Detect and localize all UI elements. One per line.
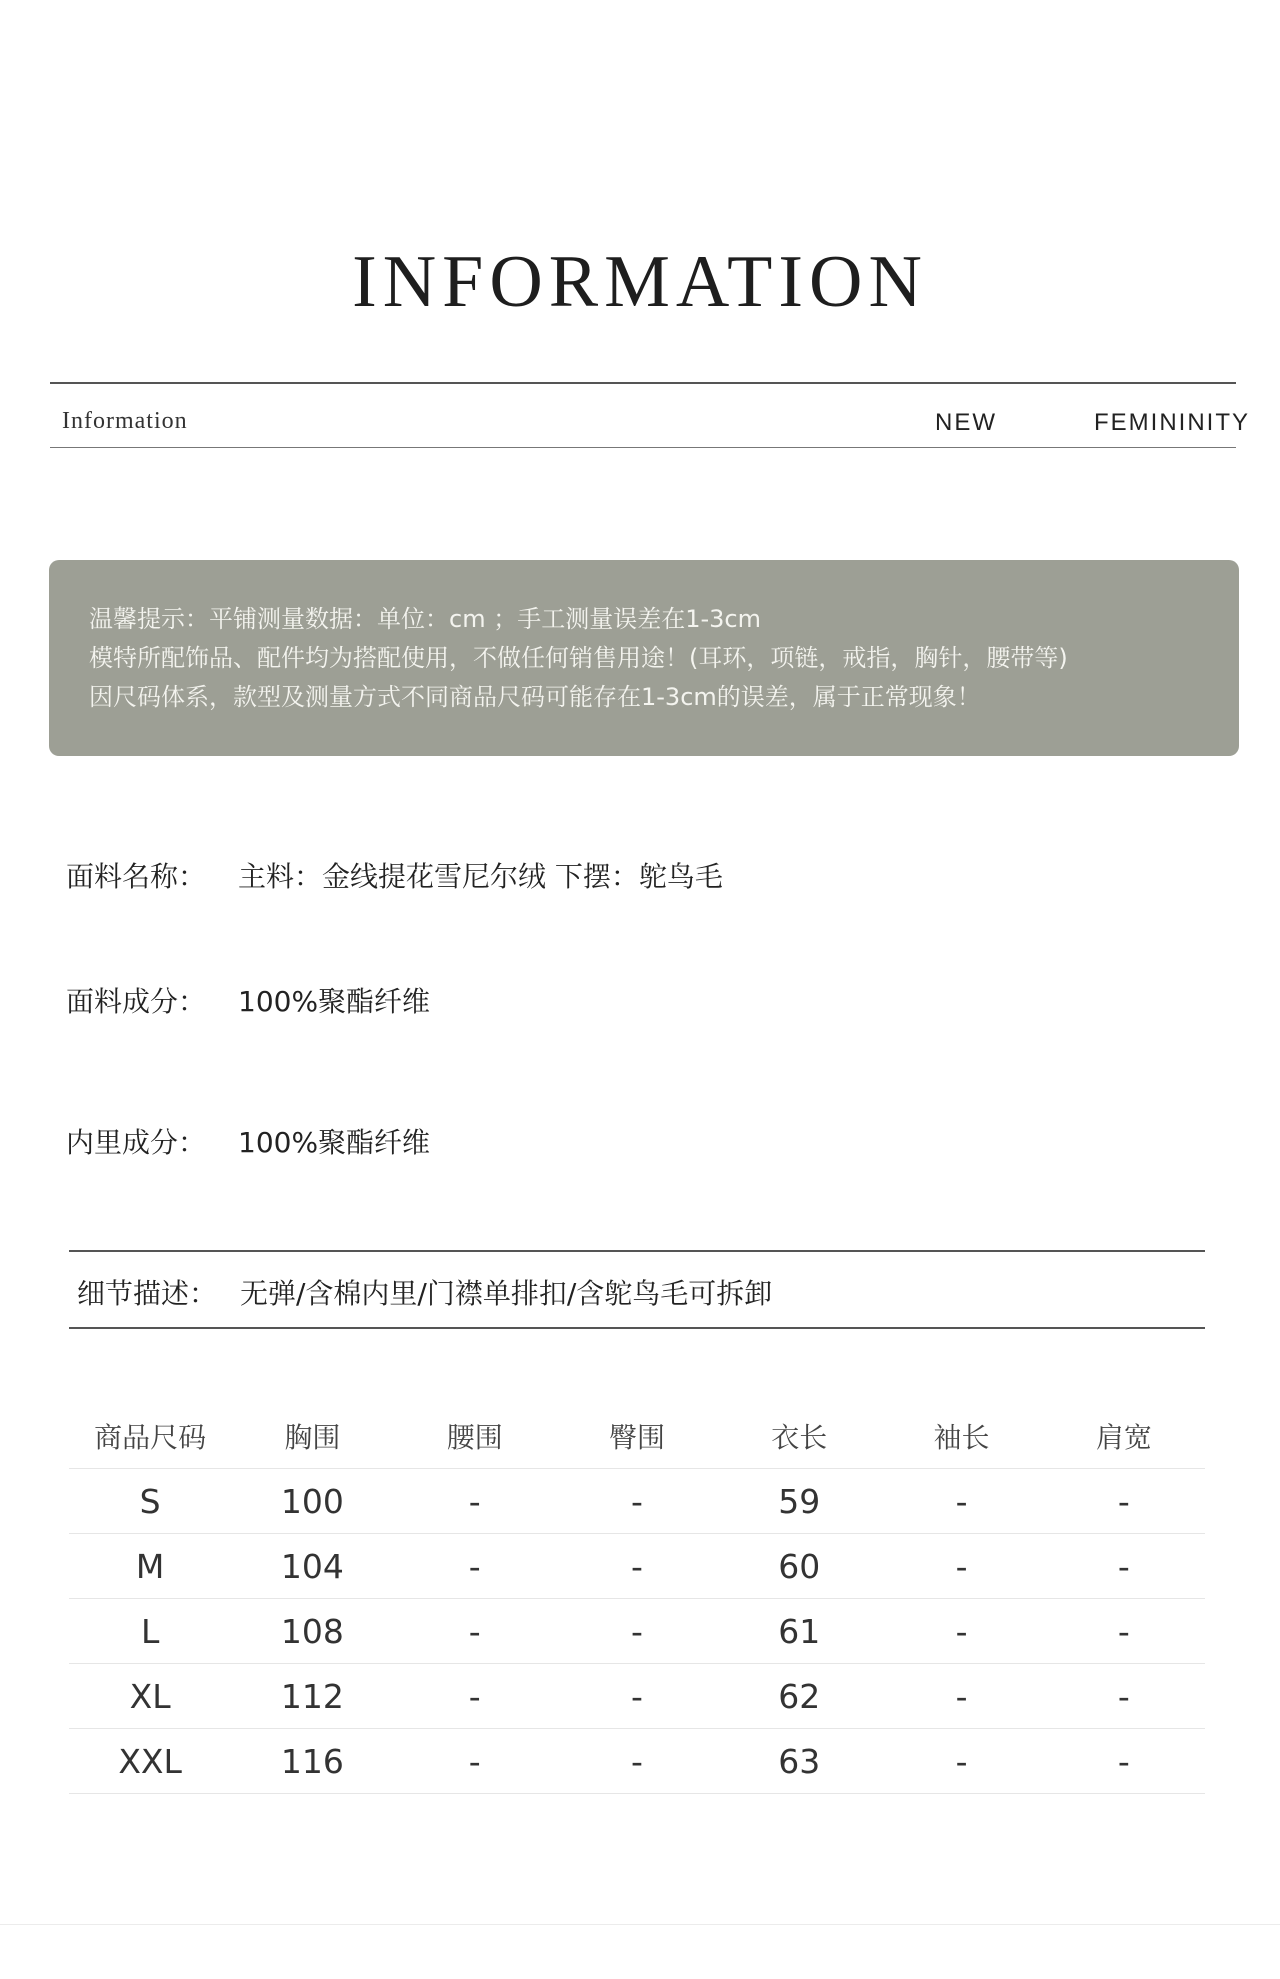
cell-hip: - xyxy=(556,1729,718,1794)
cell-length: 63 xyxy=(718,1729,880,1794)
size-table-header-row xyxy=(69,1404,1205,1469)
cell-waist: - xyxy=(394,1534,556,1599)
cell-sleeve: - xyxy=(880,1469,1042,1534)
cell-waist: - xyxy=(394,1599,556,1664)
banner-information-label: Information xyxy=(62,408,188,434)
header-shoulder: 肩宽 xyxy=(1043,1404,1205,1469)
fabric-name-row xyxy=(66,855,723,895)
cell-size: L xyxy=(69,1599,231,1664)
cell-shoulder: - xyxy=(1043,1664,1205,1729)
cell-size: S xyxy=(69,1469,231,1534)
cell-hip: - xyxy=(556,1599,718,1664)
banner-femininity-label: FEMININITY xyxy=(1094,409,1250,436)
cell-hip: - xyxy=(556,1664,718,1729)
detail-description-value: 无弹/含棉内里/门襟单排扣/含鸵鸟毛可拆卸 xyxy=(240,1277,773,1310)
header-hip: 臀围 xyxy=(556,1404,718,1469)
header-chest: 胸围 xyxy=(231,1404,393,1469)
header-top-divider xyxy=(50,382,1236,384)
header-sleeve: 袖长 xyxy=(880,1404,1042,1469)
cell-hip: - xyxy=(556,1469,718,1534)
header-bottom-divider xyxy=(50,447,1236,448)
cell-waist: - xyxy=(394,1469,556,1534)
header-size: 商品尺码 xyxy=(69,1404,231,1469)
table-row xyxy=(69,1599,1205,1664)
cell-sleeve: - xyxy=(880,1534,1042,1599)
cell-chest: 112 xyxy=(231,1664,393,1729)
lining-composition-row xyxy=(66,1121,430,1161)
size-table xyxy=(69,1404,1205,1794)
fabric-composition-row xyxy=(66,980,430,1020)
cell-shoulder: - xyxy=(1043,1534,1205,1599)
fabric-composition-label: 面料成分： xyxy=(66,985,207,1018)
cell-shoulder: - xyxy=(1043,1729,1205,1794)
notice-line-1: 温馨提示：平铺测量数据：单位：cm ；手工测量误差在1-3cm xyxy=(89,605,761,633)
lining-composition-value: 100%聚酯纤维 xyxy=(238,1126,431,1159)
fabric-composition-value: 100%聚酯纤维 xyxy=(238,985,431,1018)
cell-sleeve: - xyxy=(880,1664,1042,1729)
cell-sleeve: - xyxy=(880,1599,1042,1664)
cell-length: 62 xyxy=(718,1664,880,1729)
lining-composition-label: 内里成分： xyxy=(66,1126,207,1159)
table-row xyxy=(69,1729,1205,1794)
cell-chest: 104 xyxy=(231,1534,393,1599)
cell-length: 59 xyxy=(718,1469,880,1534)
detail-description-label: 细节描述： xyxy=(77,1277,218,1310)
cell-chest: 100 xyxy=(231,1469,393,1534)
cell-size: M xyxy=(69,1534,231,1599)
cell-sleeve: - xyxy=(880,1729,1042,1794)
cell-hip: - xyxy=(556,1534,718,1599)
table-row xyxy=(69,1664,1205,1729)
cell-shoulder: - xyxy=(1043,1469,1205,1534)
table-row xyxy=(69,1534,1205,1599)
notice-box xyxy=(49,560,1239,756)
cell-waist: - xyxy=(394,1729,556,1794)
fabric-name-value: 主料：金线提花雪尼尔绒 下摆：鸵鸟毛 xyxy=(238,860,723,893)
cell-size: XL xyxy=(69,1664,231,1729)
notice-line-3: 因尺码体系，款型及测量方式不同商品尺码可能存在1-3cm的误差，属于正常现象！ xyxy=(89,683,981,711)
detail-description-box xyxy=(69,1250,1205,1329)
page-title: INFORMATION xyxy=(352,241,928,323)
bottom-divider xyxy=(0,1924,1280,1925)
table-row xyxy=(69,1469,1205,1534)
cell-chest: 116 xyxy=(231,1729,393,1794)
cell-shoulder: - xyxy=(1043,1599,1205,1664)
fabric-name-label: 面料名称： xyxy=(66,860,207,893)
cell-size: XXL xyxy=(69,1729,231,1794)
cell-length: 61 xyxy=(718,1599,880,1664)
cell-length: 60 xyxy=(718,1534,880,1599)
header-waist: 腰围 xyxy=(394,1404,556,1469)
notice-line-2: 模特所配饰品、配件均为搭配使用，不做任何销售用途！(耳环，项链，戒指，胸针，腰带等) xyxy=(89,644,1068,672)
cell-chest: 108 xyxy=(231,1599,393,1664)
cell-waist: - xyxy=(394,1664,556,1729)
banner-new-label: NEW xyxy=(935,409,997,436)
header-length: 衣长 xyxy=(718,1404,880,1469)
